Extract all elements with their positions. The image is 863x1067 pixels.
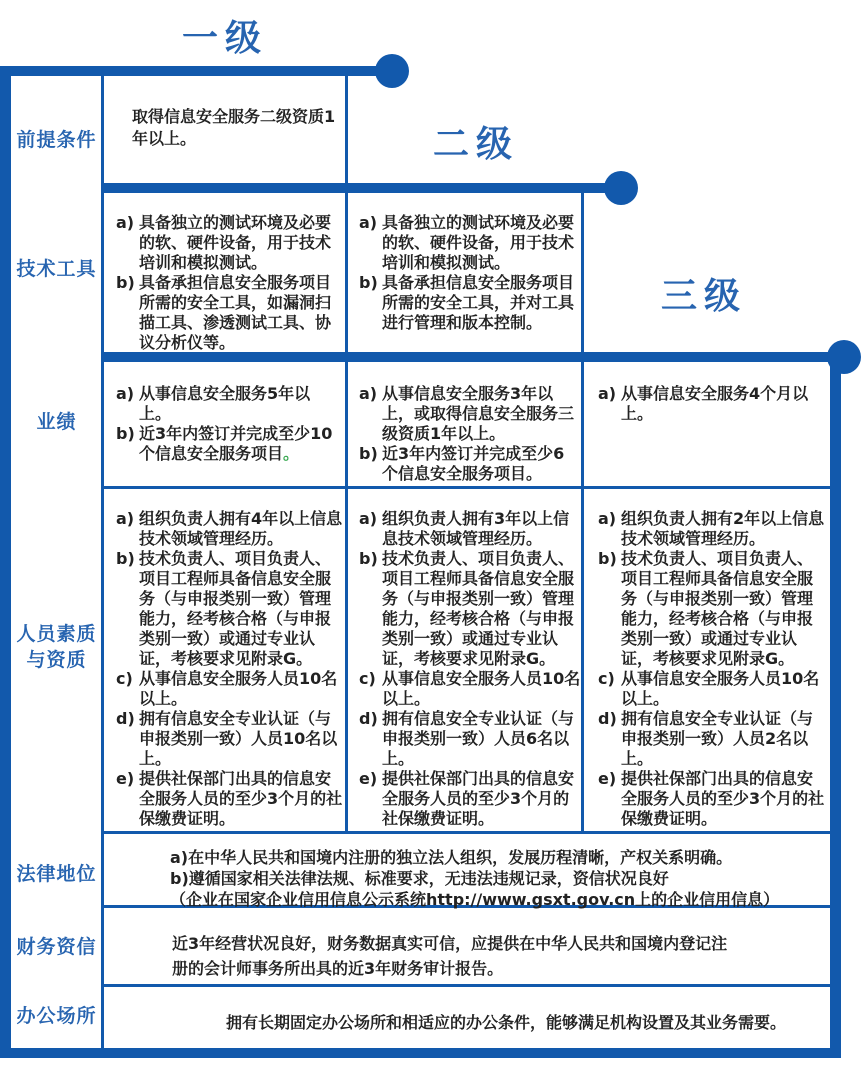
item-text: 提供社保部门出具的信息安全服务人员的至少3个月的社保缴费证明。 — [621, 769, 825, 828]
item-marker: b) — [359, 444, 378, 463]
item-text: 从事信息安全服务3年以上，或取得信息安全服务三级资质1年以上。 — [382, 384, 575, 443]
level-1-label: 一级 — [182, 18, 269, 59]
list-item — [116, 273, 341, 353]
item-marker: b) — [116, 549, 135, 568]
item-text: 技术负责人、项目负责人、项目工程师具备信息安全服务（与申报类别一致）管理能力，经考核合格（与申报类别一致）或通过专业认证，考核要求见附录G。 — [621, 549, 814, 668]
cell-personnel-level1 — [104, 489, 345, 831]
item-marker: e) — [116, 769, 135, 788]
item-text: 从事信息安全服务5年以上。 — [139, 384, 311, 423]
table-bottom-border — [0, 1048, 841, 1058]
row-header-office: 办公场所 — [16, 1005, 97, 1027]
row-header-personnel — [12, 621, 101, 673]
col1-col2-divider — [345, 76, 348, 833]
list-item — [359, 769, 581, 829]
table-right-border — [830, 352, 841, 1058]
item-text: 组织负责人拥有4年以上信息技术领域管理经历。 — [139, 509, 343, 548]
item-marker: a) — [359, 384, 378, 403]
list-item — [359, 273, 579, 333]
list-item — [359, 384, 579, 444]
item-text: 提供社保部门出具的信息安全服务人员的至少3个月的社保缴费证明。 — [139, 769, 343, 828]
level-2-label: 二级 — [433, 124, 520, 165]
row-header-finance: 财务资信 — [16, 936, 97, 958]
cell-tools-level2 — [349, 193, 581, 350]
item-text: 组织负责人拥有2年以上信息技术领域管理经历。 — [621, 509, 825, 548]
list-item — [598, 669, 825, 709]
level-2-connector-dot — [604, 171, 638, 205]
list-item — [359, 444, 579, 484]
prerequisite-level1-text: 取得信息安全服务二级资质1年以上。 — [132, 107, 336, 148]
item-marker: a) — [598, 384, 617, 403]
cell-performance-level2 — [349, 362, 581, 484]
level-2-connector-line — [101, 183, 621, 193]
item-marker: d) — [359, 709, 378, 728]
level-3-connector-line — [101, 352, 844, 362]
cell-performance-level1 — [104, 362, 345, 484]
list-item — [116, 509, 345, 549]
item-text — [139, 424, 341, 464]
cell-office-premises — [104, 987, 830, 1048]
list-item — [116, 384, 341, 424]
list-item — [359, 213, 579, 273]
item-text: 从事信息安全服务4个月以上。 — [621, 384, 809, 423]
item-marker: a) — [116, 384, 135, 403]
item-marker: d) — [598, 709, 617, 728]
cell-financial-credit — [104, 908, 830, 984]
table-left-border — [0, 66, 11, 1058]
item-text: 技术负责人、项目负责人、项目工程师具备信息安全服务（与申报类别一致）管理能力，经考核合格（与申报类别一致）或通过专业认证，考核要求见附录G。 — [139, 549, 332, 668]
cell-personnel-level3 — [584, 489, 829, 831]
cell-legal-status — [104, 834, 830, 909]
item-marker: a) — [116, 509, 135, 528]
level-1-connector-dot — [375, 54, 409, 88]
item-marker: e) — [598, 769, 617, 788]
green-period: 。 — [283, 444, 300, 463]
list-item — [598, 509, 825, 549]
row-header-performance: 业绩 — [36, 411, 77, 433]
item-text: 拥有信息安全专业认证（与申报类别一致）人员10名以上。 — [139, 709, 338, 768]
list-item — [359, 709, 581, 769]
item-marker: c) — [116, 669, 133, 688]
row-header-legal: 法律地位 — [16, 863, 97, 885]
list-item — [598, 769, 825, 829]
item-marker: b) — [598, 549, 617, 568]
row-header-tools: 技术工具 — [16, 258, 97, 280]
list-item — [359, 669, 581, 709]
list-item — [359, 509, 581, 549]
item-marker: c) — [598, 669, 615, 688]
item-marker: a) — [598, 509, 617, 528]
legal-line-b: b)遵循国家相关法律法规、标准要求，无违法违规记录，资信状况良好 — [170, 869, 669, 888]
item-text: 提供社保部门出具的信息安全服务人员的至少3个月的社保缴费证明。 — [382, 769, 575, 828]
list-item — [359, 549, 581, 669]
item-text: 从事信息安全服务人员10名以上。 — [621, 669, 820, 708]
cell-prerequisite-level1 — [104, 76, 345, 181]
cell-tools-level1 — [104, 193, 345, 350]
item-marker: a) — [359, 213, 378, 232]
list-item — [116, 769, 345, 829]
list-item — [116, 424, 341, 464]
item-text: 近3年内签订并完成至少6个信息安全服务项目。 — [382, 444, 565, 483]
cell-personnel-level2 — [349, 489, 581, 831]
item-marker: a) — [116, 213, 135, 232]
level-3-label: 三级 — [661, 276, 748, 317]
row-header-personnel-line1: 人员素质 — [16, 623, 97, 645]
list-item — [598, 709, 825, 769]
item-marker: c) — [359, 669, 376, 688]
item-marker: b) — [116, 273, 135, 292]
item-marker: d) — [116, 709, 135, 728]
level-1-connector-line — [0, 66, 392, 76]
list-item — [598, 384, 823, 424]
item-marker: e) — [359, 769, 378, 788]
item-marker: a) — [359, 509, 378, 528]
row-header-personnel-line2: 与资质 — [26, 649, 87, 671]
cell-performance-level3 — [584, 362, 829, 484]
item-text: 从事信息安全服务人员10名以上。 — [139, 669, 338, 708]
legal-line-a: a)在中华人民共和国境内注册的独立法人组织，发展历程清晰，产权关系明确。 — [170, 848, 733, 867]
item-text: 拥有信息安全专业认证（与申报类别一致）人员6名以上。 — [382, 709, 575, 768]
row-header-prerequisite: 前提条件 — [16, 129, 97, 151]
item-text-main: 近3年内签订并完成至少10个信息安全服务项目 — [139, 424, 333, 463]
item-marker: b) — [116, 424, 135, 443]
list-item — [116, 549, 345, 669]
list-item — [116, 669, 345, 709]
item-text: 技术负责人、项目负责人、项目工程师具备信息安全服务（与申报类别一致）管理能力，经考核合格（与申报类别一致）或通过专业认证，考核要求见附录G。 — [382, 549, 575, 668]
item-text: 具备独立的测试环境及必要的软、硬件设备，用于技术培训和模拟测试。 — [139, 213, 332, 272]
item-text: 拥有信息安全专业认证（与申报类别一致）人员2名以上。 — [621, 709, 814, 768]
item-text: 具备独立的测试环境及必要的软、硬件设备，用于技术培训和模拟测试。 — [382, 213, 575, 272]
legal-line-note: （企业在国家企业信用信息公示系统http://www.gsxt.gov.cn上的企业信用信息） — [170, 890, 780, 909]
item-text: 组织负责人拥有3年以上信息技术领域管理经历。 — [382, 509, 570, 548]
item-text: 具备承担信息安全服务项目所需的安全工具，并对工具进行管理和版本控制。 — [382, 273, 575, 332]
item-text: 具备承担信息安全服务项目所需的安全工具，如漏洞扫描工具、渗透测试工具、协议分析仪等。 — [139, 273, 332, 352]
financial-credit-text: 近3年经营状况良好，财务数据真实可信，应提供在中华人民共和国境内登记注册的会计师事务所出具的近3年财务审计报告。 — [172, 934, 728, 978]
office-premises-text: 拥有长期固定办公场所和相适应的办公条件，能够满足机构设置及其业务需要。 — [226, 1013, 787, 1032]
list-item — [116, 709, 345, 769]
list-item — [116, 213, 341, 273]
item-marker: b) — [359, 549, 378, 568]
item-text: 从事信息安全服务人员10名以上。 — [382, 669, 581, 708]
item-marker: b) — [359, 273, 378, 292]
list-item — [598, 549, 825, 669]
